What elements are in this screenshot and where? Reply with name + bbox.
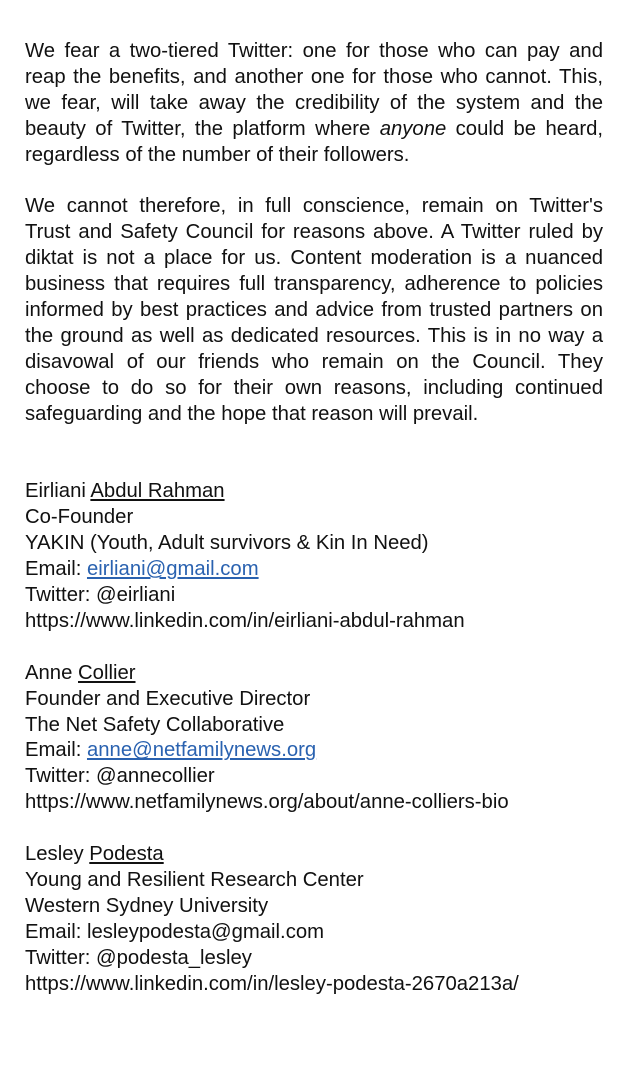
signatory-title: Founder and Executive Director [25, 687, 311, 710]
last-name: Podesta [89, 843, 164, 866]
email-link[interactable]: eirliani@gmail.com [86, 558, 259, 581]
paragraph-resignation: We cannot therefore, in full conscience, remain on Twitter's Trust and Safety Council for reasons above. A Twitter ruled by diktat is not a place for us. Content moderation is a nuanced business that requires full transparency, adherence to policies informed by best practices and advice from trusted partners on the ground as well as dedicated resources. This is in no way a disavowal of our friends who remain on the Council. They choose to do so for their own reasons, including continued safeguarding and the hope that reason will prevail. [25, 195, 603, 425]
signatory-block [25, 842, 603, 997]
first-name: Eirliani [25, 480, 86, 503]
paragraph-two-tiered-twitter [25, 39, 603, 169]
email-link[interactable]: anne@netfamilynews.org [86, 739, 317, 762]
signatory-organization: The Net Safety Collaborative [25, 713, 285, 736]
signatory-organization: Western Sydney University [25, 894, 269, 917]
signatory-name [25, 479, 603, 505]
paragraph-text: could be heard, regardless of the number of their followers. [25, 117, 603, 166]
paragraph-text: We fear a two-tiered Twitter: one for those who can pay and reap the benefits, and another one for those who cannot. This, we fear, will take away the credibility of the system and the beauty of Twitter, the platform where [25, 40, 603, 140]
first-name: Anne [25, 661, 73, 684]
signatory-twitter: Twitter: @annecollier [25, 765, 215, 788]
last-name: Abdul Rahman [90, 480, 225, 503]
first-name: Lesley [25, 843, 84, 866]
email-label: Email: [25, 558, 87, 581]
signatory-twitter: Twitter: @eirliani [25, 583, 176, 606]
spacer [25, 453, 603, 479]
signatory-title: Young and Resilient Research Center [25, 868, 364, 891]
letter-page [25, 39, 603, 1023]
signatory-email-line [25, 557, 603, 583]
signatory-name [25, 661, 603, 687]
signatory-name [25, 842, 603, 868]
last-name: Collier [78, 661, 136, 684]
signatory-block [25, 479, 603, 634]
signatory-url: https://www.linkedin.com/in/eirliani-abdul-rahman [25, 609, 465, 632]
signatory-block [25, 661, 603, 816]
signatory-email: Email: lesleypodesta@gmail.com [25, 920, 325, 943]
signatory-twitter: Twitter: @podesta_lesley [25, 946, 252, 969]
signatory-url: https://www.linkedin.com/in/lesley-podesta-2670a213a/ [25, 972, 519, 995]
signatory-url: https://www.netfamilynews.org/about/anne-colliers-bio [25, 791, 509, 814]
email-label: Email: [25, 739, 87, 762]
signatory-title: Co-Founder [25, 506, 134, 529]
signatory-email-line [25, 738, 603, 764]
signatory-organization: YAKIN (Youth, Adult survivors & Kin In Need) [25, 532, 429, 555]
emphasized-word: anyone [379, 117, 447, 140]
